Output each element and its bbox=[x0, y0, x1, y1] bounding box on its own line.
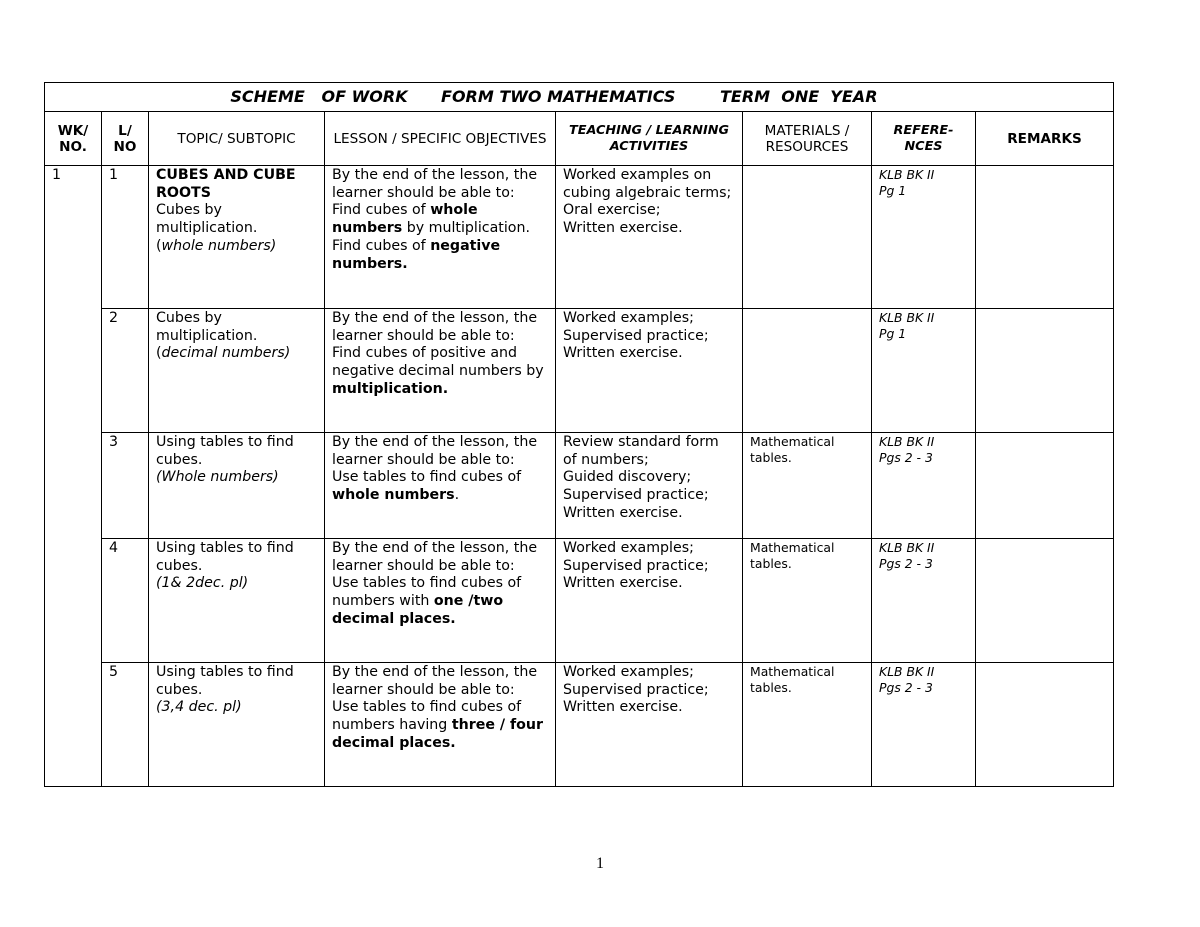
reference-pages: Pg 1 bbox=[879, 182, 907, 198]
activities-cell bbox=[556, 166, 743, 309]
header-row bbox=[45, 112, 1114, 166]
header-activities: TEACHING / LEARNING ACTIVITIES bbox=[556, 112, 743, 166]
references-cell bbox=[872, 539, 976, 663]
objective-text: Use tables to find cubes of numbers having bbox=[332, 699, 522, 734]
materials-cell: Mathematical tables. bbox=[743, 433, 872, 539]
objective-emphasis: multiplication. bbox=[332, 380, 449, 397]
reference-pages: Pgs 2 - 3 bbox=[879, 679, 933, 695]
header-materials: MATERIALS / RESOURCES bbox=[743, 112, 872, 166]
references-cell bbox=[872, 166, 976, 309]
activities-cell bbox=[556, 433, 743, 539]
topic-cell bbox=[149, 663, 325, 787]
activities-cell bbox=[556, 309, 743, 433]
objectives-cell bbox=[325, 433, 556, 539]
table-row bbox=[45, 433, 1114, 539]
objectives-cell bbox=[325, 539, 556, 663]
topic-note: decimal numbers) bbox=[161, 345, 291, 362]
objective-intro: By the end of the lesson, the learner should be able to: bbox=[332, 310, 538, 344]
reference-book: KLB BK II bbox=[879, 434, 935, 449]
topic-heading: CUBES AND CUBE ROOTS bbox=[156, 167, 296, 201]
reference-book: KLB BK II bbox=[879, 310, 935, 325]
references-cell bbox=[872, 663, 976, 787]
objective-text: Find cubes of positive and negative decimal numbers by bbox=[332, 345, 544, 380]
reference-pages: Pg 1 bbox=[879, 325, 907, 341]
title-part-scheme: SCHEME OF WORK bbox=[230, 87, 408, 106]
activity-item: Oral exercise; bbox=[563, 202, 661, 219]
remarks-cell bbox=[976, 539, 1114, 663]
objective-emphasis: three / four decimal places. bbox=[332, 717, 544, 751]
objective-emphasis: whole numbers bbox=[332, 487, 455, 504]
references-cell bbox=[872, 433, 976, 539]
topic-note: (1& 2dec. pl) bbox=[156, 575, 249, 592]
topic-cell bbox=[149, 166, 325, 309]
objective-text: Use tables to find cubes of bbox=[332, 469, 522, 486]
week-number: 1 bbox=[45, 166, 102, 787]
objectives-cell bbox=[325, 309, 556, 433]
topic-note-open: ( bbox=[156, 237, 162, 254]
activity-item: Worked examples on cubing algebraic terms; bbox=[563, 167, 732, 201]
activity-item: Written exercise. bbox=[563, 345, 683, 362]
lesson-number: 1 bbox=[102, 166, 149, 309]
activity-item: Supervised practice; bbox=[563, 327, 709, 344]
objective-text: Find cubes of bbox=[332, 237, 431, 254]
topic-subtopic: Using tables to find cubes. bbox=[156, 540, 294, 574]
objective-emphasis: one /two decimal places. bbox=[332, 593, 504, 627]
objectives-cell bbox=[325, 166, 556, 309]
title-part-form: FORM TWO MATHEMATICS bbox=[441, 87, 676, 106]
table-row bbox=[45, 309, 1114, 433]
page-number: 1 bbox=[596, 855, 604, 872]
reference-pages: Pgs 2 - 3 bbox=[879, 555, 933, 571]
activity-item: Review standard form of numbers; bbox=[563, 434, 719, 468]
scheme-table bbox=[44, 82, 1114, 787]
remarks-cell bbox=[976, 663, 1114, 787]
title-part-term: TERM ONE YEAR bbox=[720, 87, 878, 106]
topic-cell bbox=[149, 309, 325, 433]
activity-item: Supervised practice; bbox=[563, 487, 709, 504]
activity-item: Written exercise. bbox=[563, 575, 683, 592]
materials-cell: Mathematical tables. bbox=[743, 539, 872, 663]
topic-note-open: ( bbox=[156, 345, 162, 362]
reference-book: KLB BK II bbox=[879, 664, 935, 679]
activity-item: Written exercise. bbox=[563, 220, 683, 237]
topic-subtopic: Using tables to find cubes. bbox=[156, 434, 294, 468]
objective-intro: By the end of the lesson, the learner should be able to: bbox=[332, 167, 538, 201]
table-row bbox=[45, 663, 1114, 787]
topic-note: (3,4 dec. pl) bbox=[156, 699, 242, 716]
activity-item: Worked examples; bbox=[563, 540, 694, 556]
topic-subtopic: Cubes by multiplication. bbox=[156, 202, 258, 237]
topic-cell bbox=[149, 539, 325, 663]
remarks-cell bbox=[976, 433, 1114, 539]
table-row bbox=[45, 166, 1114, 309]
reference-pages: Pgs 2 - 3 bbox=[879, 449, 933, 465]
lesson-number: 3 bbox=[102, 433, 149, 539]
activity-item: Supervised practice; bbox=[563, 557, 709, 574]
topic-cell bbox=[149, 433, 325, 539]
activity-item: Supervised practice; bbox=[563, 681, 709, 698]
table-row bbox=[45, 539, 1114, 663]
scheme-of-work-sheet bbox=[44, 82, 1113, 787]
topic-note: whole numbers) bbox=[161, 237, 277, 254]
remarks-cell bbox=[976, 309, 1114, 433]
header-objectives: LESSON / SPECIFIC OBJECTIVES bbox=[325, 112, 556, 166]
reference-book: KLB BK II bbox=[879, 167, 935, 182]
objective-text-end: by multiplication. bbox=[402, 220, 530, 237]
objective-emphasis: whole numbers bbox=[332, 202, 478, 237]
title-row bbox=[45, 83, 1114, 112]
objective-intro: By the end of the lesson, the learner should be able to: bbox=[332, 540, 538, 574]
header-topic: TOPIC/ SUBTOPIC bbox=[149, 112, 325, 166]
activity-item: Worked examples; bbox=[563, 310, 694, 326]
page-title bbox=[45, 83, 1114, 112]
activities-cell bbox=[556, 539, 743, 663]
lesson-number: 5 bbox=[102, 663, 149, 787]
objective-intro: By the end of the lesson, the learner should be able to: bbox=[332, 664, 538, 698]
remarks-cell bbox=[976, 166, 1114, 309]
lesson-number: 4 bbox=[102, 539, 149, 663]
topic-subtopic: Using tables to find cubes. bbox=[156, 664, 294, 698]
activities-cell bbox=[556, 663, 743, 787]
activity-item: Written exercise. bbox=[563, 504, 683, 521]
topic-subtopic: Cubes by multiplication. bbox=[156, 310, 258, 344]
header-references: REFERE- NCES bbox=[872, 112, 976, 166]
materials-cell: Mathematical tables. bbox=[743, 663, 872, 787]
lesson-number: 2 bbox=[102, 309, 149, 433]
objectives-cell bbox=[325, 663, 556, 787]
topic-note: (Whole numbers) bbox=[156, 469, 279, 486]
objective-intro: By the end of the lesson, the learner should be able to: bbox=[332, 434, 538, 468]
activity-item: Written exercise. bbox=[563, 699, 683, 716]
header-remarks: REMARKS bbox=[976, 112, 1114, 166]
materials-cell bbox=[743, 166, 872, 309]
header-l-no: L/ NO bbox=[102, 112, 149, 166]
activity-item: Worked examples; bbox=[563, 664, 694, 680]
objective-text: Find cubes of bbox=[332, 202, 431, 219]
activity-item: Guided discovery; bbox=[563, 469, 692, 486]
objective-text-end: . bbox=[454, 487, 460, 504]
header-wk-no: WK/ NO. bbox=[45, 112, 102, 166]
objective-emphasis: negative numbers. bbox=[332, 237, 501, 272]
materials-cell bbox=[743, 309, 872, 433]
references-cell bbox=[872, 309, 976, 433]
reference-book: KLB BK II bbox=[879, 540, 935, 555]
objective-text: Use tables to find cubes of numbers with bbox=[332, 575, 522, 610]
